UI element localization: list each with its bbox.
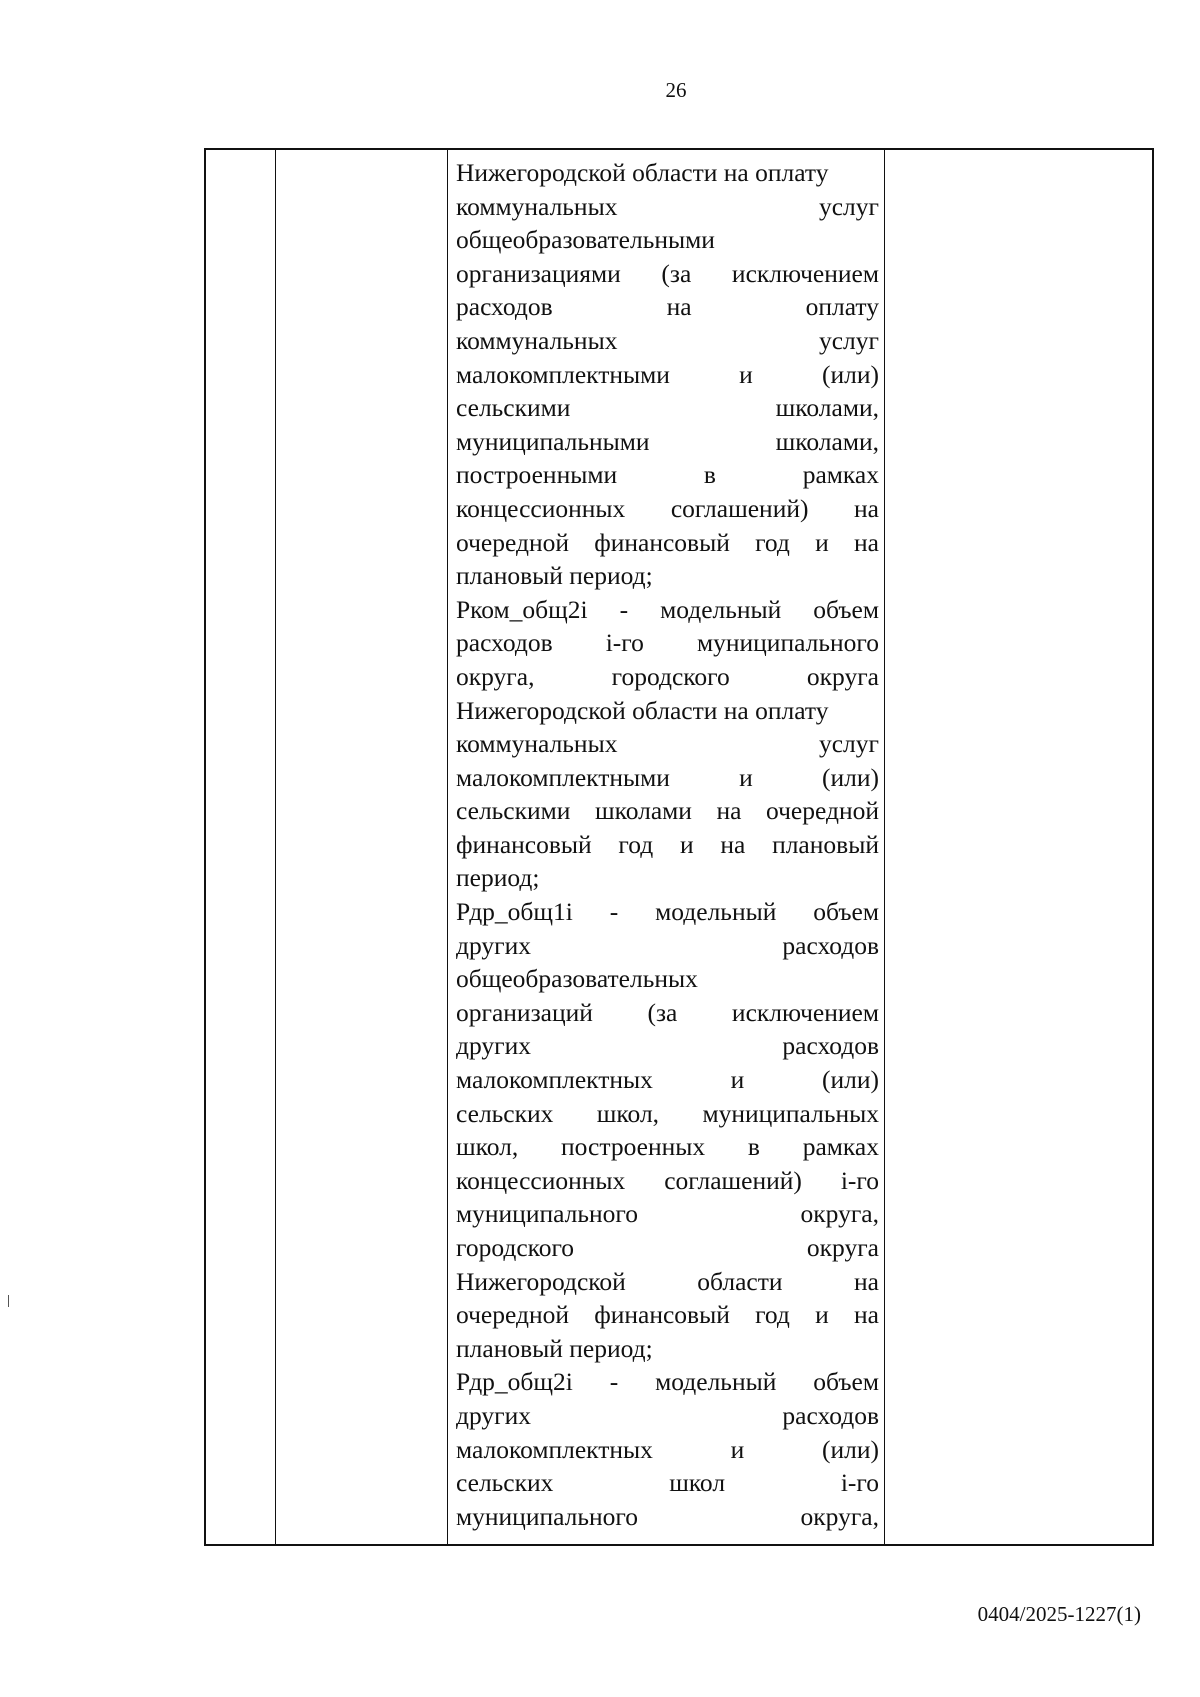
text-word: плановый период; (456, 561, 653, 591)
text-word: концессионных (456, 493, 626, 523)
text-word: округа, (800, 1501, 879, 1531)
text-word: и (739, 359, 753, 389)
text-word: сельскими (456, 796, 571, 826)
text-line (456, 358, 879, 392)
text-word: (или) (821, 359, 879, 389)
text-word: школ, (596, 1098, 660, 1128)
text-word: на (666, 292, 692, 322)
text-word: организациями (456, 258, 621, 288)
text-line (456, 1231, 879, 1265)
text-line (456, 1500, 879, 1534)
table-column-description (448, 150, 885, 1544)
text-word: год (755, 1300, 790, 1330)
text-word: области (697, 1266, 783, 1296)
text-word: очередной (456, 527, 569, 557)
text-word: услуг (818, 325, 879, 355)
text-word: модельный (660, 594, 782, 624)
text-line (456, 962, 879, 996)
text-line (456, 761, 879, 795)
text-word: Рдр_общ1i (456, 897, 573, 927)
text-line (456, 492, 879, 526)
text-word: сельскими (456, 393, 571, 423)
table-column-number (206, 150, 276, 1544)
text-word: - (609, 897, 619, 927)
text-line (456, 1332, 879, 1366)
text-word: концессионных (456, 1165, 626, 1195)
text-word: малокомплектными (456, 762, 670, 792)
text-word: финансовый (456, 829, 592, 859)
text-line (456, 190, 879, 224)
text-word: в (747, 1132, 760, 1162)
text-line (456, 694, 879, 728)
text-word: i-го (605, 628, 644, 658)
text-word: модельный (655, 897, 777, 927)
text-word: год (618, 829, 654, 859)
text-word: расходов (782, 1031, 879, 1061)
text-line (456, 1130, 879, 1164)
text-word: городского (456, 1233, 575, 1262)
text-word: малокомплектных (456, 1065, 653, 1095)
text-line (456, 391, 879, 425)
text-line (456, 1197, 879, 1231)
text-word: коммунальных (456, 729, 618, 759)
text-line (456, 559, 879, 593)
text-word: построенных (561, 1132, 706, 1162)
text-word: расходов (456, 292, 553, 322)
text-word: на (854, 1300, 879, 1330)
text-word: округа (806, 661, 879, 691)
text-word: на (720, 829, 746, 859)
text-word: округа, (800, 1199, 879, 1229)
text-word: на (854, 1266, 879, 1296)
text-word: организаций (456, 997, 593, 1027)
text-word: Нижегородской (456, 1266, 626, 1296)
text-word: соглашений) (670, 493, 809, 523)
text-word: других (456, 1400, 531, 1430)
text-word: школами, (775, 393, 879, 423)
text-word: муниципального (456, 1199, 638, 1229)
text-word: оплату (805, 292, 879, 322)
text-word: - (619, 594, 629, 624)
table-column-notes (885, 150, 1152, 1544)
text-word: и (730, 1434, 745, 1464)
text-word: округа, (456, 661, 535, 691)
text-word: коммунальных (456, 191, 618, 221)
document-code: 0404/2025-1227(1) (977, 1602, 1141, 1626)
text-word: сельских (456, 1468, 554, 1498)
text-line (456, 1466, 879, 1500)
text-word: объем (813, 594, 879, 624)
text-line (456, 526, 879, 560)
text-word: объем (813, 897, 879, 927)
text-word: i-го (840, 1468, 879, 1498)
text-word: финансовый (594, 527, 730, 557)
text-word: школами, (775, 426, 879, 456)
text-word: на (854, 527, 879, 557)
text-word: соглашений) (664, 1165, 802, 1195)
text-word: Рдр_общ2i (456, 1367, 573, 1397)
text-word: городского (611, 661, 730, 691)
text-word: объем (813, 1367, 879, 1397)
text-word: на (854, 493, 879, 523)
text-word: школ, (456, 1132, 519, 1162)
text-line (456, 1298, 879, 1332)
text-word: Нижегородской области на оплату (456, 158, 829, 187)
text-word: год (755, 527, 790, 557)
text-word: общеобразовательными (456, 225, 715, 255)
text-line (456, 1029, 879, 1063)
margin-mark (8, 1295, 9, 1307)
text-word: очередной (456, 1300, 569, 1330)
text-line (456, 727, 879, 761)
text-word: Рком_общ2i (456, 594, 588, 624)
text-line (456, 895, 879, 929)
text-word: исключением (731, 997, 879, 1027)
text-word: сельских (456, 1098, 554, 1128)
text-line (456, 626, 879, 660)
text-word: округа (806, 1233, 879, 1262)
text-word: малокомплектных (456, 1434, 653, 1464)
text-line (456, 324, 879, 358)
text-word: рамках (802, 460, 879, 490)
text-word: других (456, 930, 531, 960)
text-line (456, 1063, 879, 1097)
text-word: и (815, 1300, 829, 1330)
text-word: (за (661, 258, 692, 288)
text-word: исключением (731, 258, 879, 288)
text-word: рамках (802, 1132, 879, 1162)
text-word: i-го (840, 1165, 879, 1195)
document-table (204, 148, 1154, 1546)
text-line (456, 593, 879, 627)
text-word: (или) (821, 1434, 879, 1464)
text-word: муниципального (456, 1501, 638, 1531)
text-word: (за (647, 997, 678, 1027)
text-word: плановый (772, 829, 879, 859)
text-word: очередной (766, 796, 879, 826)
text-word: на (716, 796, 742, 826)
text-line (456, 425, 879, 459)
text-word: коммунальных (456, 325, 618, 355)
text-line (456, 1265, 879, 1299)
text-line (456, 1365, 879, 1399)
table-column-name (276, 150, 448, 1544)
text-word: услуг (818, 191, 879, 221)
description-cell-text (456, 156, 879, 1533)
text-word: общеобразовательных (456, 964, 698, 994)
text-word: Нижегородской области на оплату (456, 695, 829, 725)
text-word: финансовый (594, 1300, 730, 1330)
text-word: (или) (821, 1065, 879, 1095)
text-line (456, 257, 879, 291)
text-word: в (703, 460, 716, 490)
text-line (456, 660, 879, 694)
text-word: плановый период; (456, 1333, 653, 1363)
page-number: 26 (665, 78, 687, 102)
text-word: школами (594, 796, 692, 826)
text-word: (или) (821, 762, 879, 792)
text-word: муниципальных (702, 1098, 879, 1128)
text-line (456, 1399, 879, 1433)
text-line (456, 1433, 879, 1467)
text-word: и (679, 829, 694, 859)
text-word: муниципальными (456, 426, 650, 456)
text-line (456, 458, 879, 492)
text-word: - (609, 1367, 619, 1397)
text-word: услуг (818, 729, 879, 759)
text-line (456, 828, 879, 862)
text-line (456, 996, 879, 1030)
text-word: муниципального (696, 628, 879, 658)
text-word: модельный (655, 1367, 777, 1397)
text-line (456, 929, 879, 963)
text-line (456, 1164, 879, 1198)
text-word: и (815, 527, 829, 557)
text-line (456, 156, 879, 190)
text-line (456, 223, 879, 257)
text-word: построенными (456, 460, 618, 490)
text-word: и (739, 762, 753, 792)
text-word: расходов (782, 1400, 879, 1430)
text-word: период; (456, 863, 540, 893)
text-line (456, 1097, 879, 1131)
text-line (456, 290, 879, 324)
text-word: школ (669, 1468, 726, 1498)
text-word: других (456, 1031, 531, 1061)
text-word: малокомплектными (456, 359, 670, 389)
text-word: расходов (782, 930, 879, 960)
text-word: расходов (456, 628, 553, 658)
text-line (456, 794, 879, 828)
text-word: и (730, 1065, 745, 1095)
text-line (456, 861, 879, 895)
